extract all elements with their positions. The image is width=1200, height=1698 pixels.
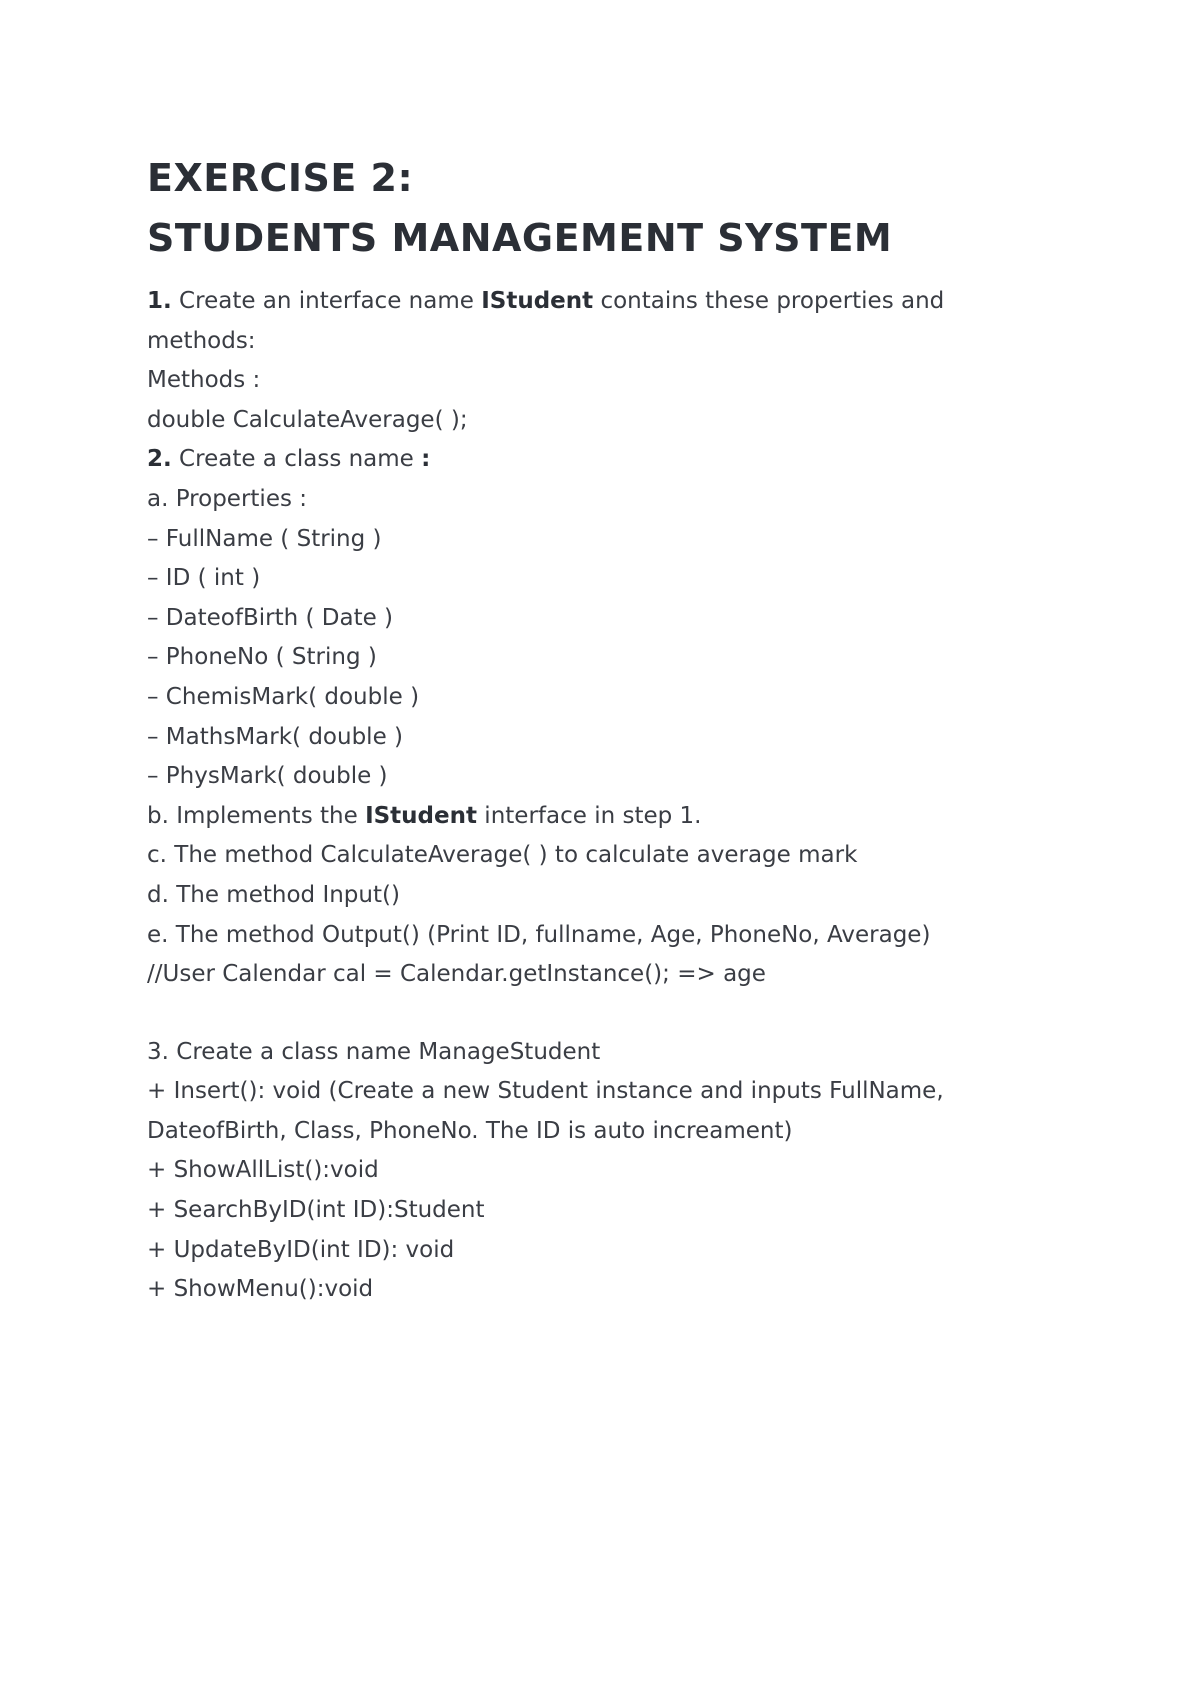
property-item: – MathsMark( double ) [147, 723, 403, 750]
property-item: – ID ( int ) [147, 565, 261, 592]
insert-line-2: DateofBirth, Class, PhoneNo. The ID is auto increament) [147, 1117, 793, 1144]
method-signature: double CalculateAverage( ); [147, 406, 468, 433]
interface-name: IStudent [481, 288, 594, 314]
manage-method-item: + ShowAllList():void [147, 1157, 379, 1184]
implements-after: interface in step 1. [477, 802, 702, 829]
section-2-number: 2. [147, 446, 172, 473]
document-page [147, 148, 1047, 1310]
title-line-2: STUDENTS MANAGEMENT SYSTEM [147, 216, 893, 260]
manage-method-item: + UpdateByID(int ID): void [147, 1236, 455, 1263]
section-1-line [147, 282, 1047, 322]
input-method-line: d. The method Input() [147, 881, 400, 908]
implements-before: b. Implements the [147, 802, 366, 829]
page-title [147, 148, 1047, 268]
section-2-text: Create a class name [171, 446, 422, 473]
properties-label: a. Properties : [147, 485, 308, 512]
implements-interface: IStudent [365, 802, 477, 829]
section-gap [147, 995, 1047, 1033]
section-1-text-after: contains these properties and [593, 288, 945, 314]
section-1-number: 1. [147, 288, 172, 314]
methods-label: Methods : [147, 367, 261, 394]
property-item: – PhoneNo ( String ) [147, 644, 377, 671]
section-2-line [147, 440, 1047, 480]
manage-method-item: + ShowMenu():void [147, 1276, 374, 1303]
output-method-line: e. The method Output() (Print ID, fullname, Age, PhoneNo, Average) [147, 921, 931, 948]
section-1-continuation: methods: [147, 327, 256, 354]
manage-method-item: + SearchByID(int ID):Student [147, 1197, 485, 1224]
section-3-heading: 3. Create a class name ManageStudent [147, 1038, 601, 1065]
implements-line [147, 797, 1047, 837]
property-item: – ChemisMark( double ) [147, 683, 420, 710]
calendar-comment: //User Calendar cal = Calendar.getInstance(); => age [147, 961, 766, 988]
document-body [147, 282, 1047, 1310]
section-1-text-before: Create an interface name [171, 288, 482, 314]
property-item: – PhysMark( double ) [147, 763, 388, 790]
property-item: – DateofBirth ( Date ) [147, 604, 394, 631]
section-2-colon: : [421, 446, 431, 473]
title-line-1: EXERCISE 2: [147, 156, 414, 200]
calculate-average-line: c. The method CalculateAverage( ) to calculate average mark [147, 842, 858, 869]
property-item: – FullName ( String ) [147, 525, 382, 552]
insert-line-1: + Insert(): void (Create a new Student instance and inputs FullName, [147, 1078, 944, 1105]
